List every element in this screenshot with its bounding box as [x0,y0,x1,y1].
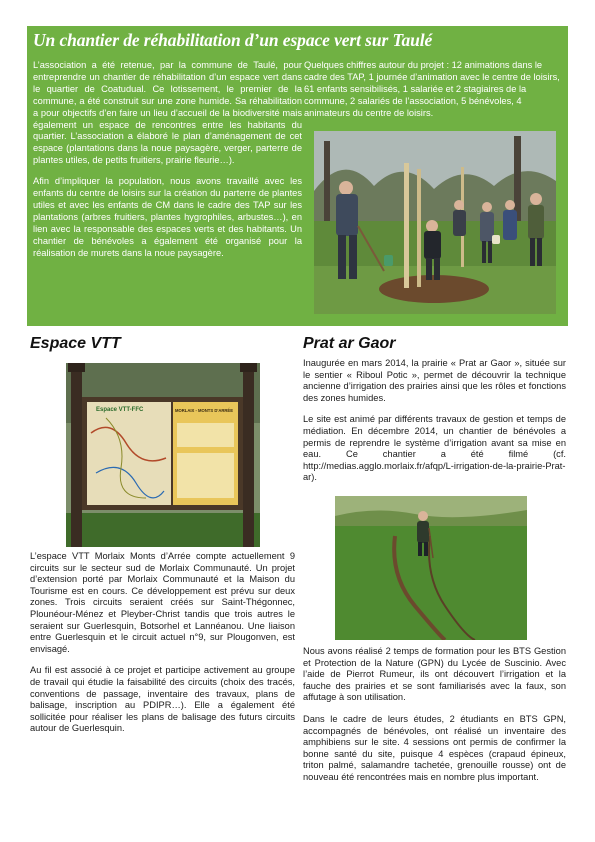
banner-left-text [33,60,302,260]
prairie-photo [335,496,527,640]
vtt-paragraph: L’espace VTT Morlaix Monts d’Arrée compte actuellement 9 circuits sur le secteur sud de Morlaix Communauté. Un projet d’extension porté par Morlaix Communauté et la Maison du Tourisme est en cours. Ce développement est prévu sur deux zones. Trois circuits seraient créés sur Saint-Thégonnec, Plounéour-Ménez et Pleyber-Christ tandis que trois autres le seraient sur Guerlesquin, Botsorhel et Lannéanou. Une liaison entre Guerlesquin et le circuit actuel n°9, sur Plougonven, est envisagé. [30,551,295,654]
prat-paragraph: Le site est animé par différents travaux de gestion et temps de médiation. En décembre 2014, un chantier de bénévoles a permis de reprendre le système d’irrigation avant sa mise en eau. Ce chantier a été filmé (cf. http://medias.agglo.morlaix.fr/afqp/L-irrigation-de-la-prairie-Prat-ar). [303,414,566,483]
banner-paragraph: L’association a été retenue, par la commune de Taulé, pour entreprendre un chantier de réhabilitation d’un espace vert dans le quartier de Coatudual. Ce lotissement, le premier de la commune, a été construit sur une zone humide. Sa réhabilitation a pour objectifs d’en faire un lieu d’accueil de la biodiversité mais également un espace de rencontres entre les habitants du quartier. L’association a élaboré le plan d’aménagement de cet espace (plantations dans la noue paysagère, verger, parterre de plantes utiles, de petits fruitiers, prairie fleurie…). [33,60,302,166]
prat-ar-gaor-text-top [303,358,566,484]
prat-ar-gaor-text-bottom [303,646,566,784]
banner-paragraph: Afin d’impliquer la population, nous avons travaillé avec les enfants du centre de loisirs sur la création du parterre de plantes utiles et avec les enfants de CM dans le cadre des TAP sur les plantations (arbres fruitiers, plantes hygrophiles, arbustes…), en lien avec la responsable des espaces verts et des habitants. Un chantier de bénévoles a également été organisé pour la réalisation de murets dans la noue paysagère. [33,176,302,258]
espace-vtt-title: Espace VTT [30,335,121,352]
planting-photo [314,131,556,314]
banner-right-text [304,60,566,120]
sign-subtitle: MORLAIX - MONTS D'ARRÉE [175,408,233,413]
espace-vtt-text [30,551,295,735]
prat-ar-gaor-title: Prat ar Gaor [303,335,396,352]
vtt-sign-photo [66,363,260,547]
banner-title: Un chantier de réhabilitation d’un espace vert sur Taulé [33,30,433,50]
sign-title: Espace VTT-FFC [96,407,144,413]
banner-figures-paragraph: Quelques chiffres autour du projet : 12 animations dans le cadre des TAP, 1 journée d’animation avec le centre de loisirs, 61 enfants sensibilisés, 1 salariée et 2 stagiaires de la commune, 2 salariés de l’association, 5 bénévoles, 4 animateurs du centre de loisirs. [304,60,560,118]
vtt-paragraph: Au fil est associé à ce projet et participe activement au groupe de travail qui étudie la faisabilité des circuits (choix des tracés, conventions de passage, inventaire des travaux, plans de balisage, inscription au PDIPR…). Elle a également été sollicitée pour réaliser les plans de balisage des futurs circuits autour de Guerlesquin. [30,665,295,734]
prat-paragraph: Inaugurée en mars 2014, la prairie « Prat ar Gaor », située sur le sentier « Riboul Potic », permet de découvrir la technique ancienne d’irrigation des prairies ainsi que les rôles et fonctions des zones humides. [303,358,566,403]
prat-paragraph: Nous avons réalisé 2 temps de formation pour les BTS Gestion et Protection de la Nature (GPN) du Lycée de Suscinio. Avec l’aide de Pierrot Rumeur, ils ont découvert l’irrigation et la fauche des prairies et se sont familiarisés avec la faux, son affutage à son utilisation. [303,646,566,703]
prat-paragraph: Dans le cadre de leurs études, 2 étudiants en BTS GPN, accompagnés de bénévoles, ont réalisé un inventaire des amphibiens sur le site. 4 sessions ont permis de confirmer la bonne santé du site, puisque 4 espèces (crapaud épineux, triton palmé, salamandre tachetée, grenouille rousse) ont de nouveau été rencontrées mais en nombre plus important. [303,713,566,782]
